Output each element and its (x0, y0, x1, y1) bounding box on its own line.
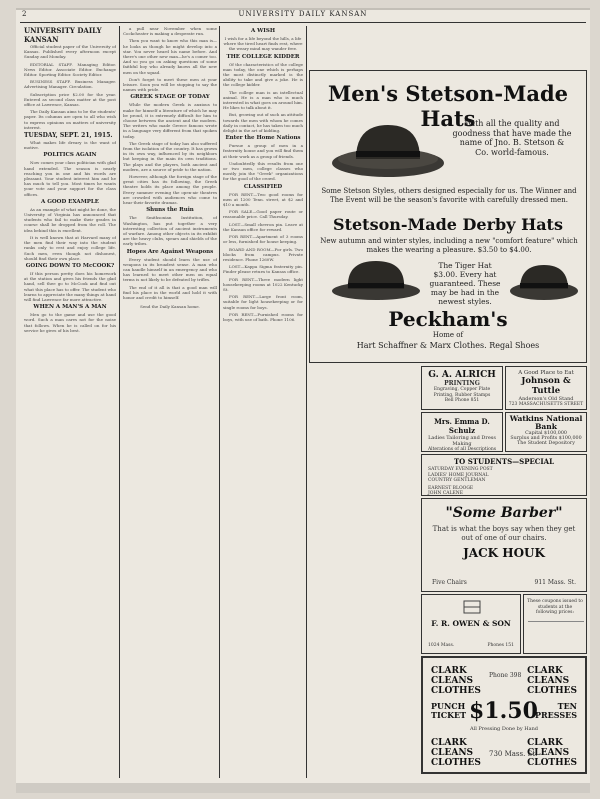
watkins-line-3: The Student Depository (517, 441, 575, 446)
middle-column: a pull near November when some Cockcheater is making a desperate run. Then you want to know who this man is—he looks as though he might develop into a star. You never heard his name before. And there's one other new man—he's a comer too. And so you go on asking questions of some faithful boy who already knows all the new men on the squad. Don't forget to meet these men at your leisure. Soon you will be stopping to say the names with pride. GREEK STAGE OF TODAY While the modern Greek is anxious to make for himself a literature of which he may be proud, it is extremely difficult for him to choose between the ancient and the modern. The writers who made Greece famous wrote in a language very different from that spoken today. The Greek stage of today has also suffered from the isolation of the country. It has grown in its own way, influenced by its neighbors but keeping in the main its own traditions. The plays and the players, both ancient and modern, are a source of pride to the nation. However, although the foreign stage of the great cities has its following, the Greek theatre holds its place among the people. Every summer evening the open-air theatres are crowded with audiences who come to hear their favorite dramas. Shuns the Ruin The Smithsonian Institution, of Washington, has put together a very interesting collection of ancient instruments of warfare. Among other objects in its exhibit are the heavy clubs, spears and shields of the early tribes. Hopes Are Against Weapons Every student should learn the use of weapons in its broadest sense. A man who can handle himself in an emergency and who has learned to meet other men on equal terms is not likely to be defeated by trifles. The end of it all is that a good man will find his place in the world and hold it with honor and credit to himself. Send the Daily Kansan home. (123, 26, 217, 310)
hat-illustration (328, 119, 448, 181)
clothes-word: CLOTHES (431, 758, 481, 768)
article-heading: GREEK STAGE OF TODAY (130, 94, 210, 101)
page-edge (16, 783, 590, 793)
cleans-word: CLEANS (431, 676, 474, 686)
article-heading: Hopes Are Against Weapons (126, 248, 214, 255)
decorative-ornament-icon (462, 599, 482, 615)
newspaper-page (16, 8, 590, 793)
paper-name: UNIVERSITY DAILY KANSAN (24, 26, 102, 44)
students-special-title: TO STUDENTS—SPECIAL (453, 457, 555, 466)
watkins-title: Watkins National Bank (509, 414, 583, 431)
agent-name-1: EARNEST BLOOGE (428, 486, 474, 491)
schulz-title: Mrs. Emma D. Schulz (434, 417, 490, 435)
date-line: TUESDAY, SEPT. 21, 1915. (24, 132, 113, 140)
punch-ticket-label (431, 702, 466, 720)
owen-son-ad (421, 594, 521, 654)
alrich-printing-ad (421, 366, 503, 410)
watkins-line-1: Capital $100,000 (525, 431, 567, 436)
coupons-text: These coupons issued to students at the following prices: (527, 599, 583, 615)
johnson-line-2: 723 MASSACHUSETTS STREET (508, 402, 584, 407)
cleans-word: CLEANS (527, 748, 570, 758)
punch-ticket-price: $1.50 (469, 698, 538, 724)
clark-logo-bottom (431, 738, 481, 768)
johnson-line-1: Anderson's Old Stand (518, 396, 574, 402)
johnson-title: Johnson & Tuttle (521, 376, 571, 396)
alrich-title: G. A. ALRICH (428, 370, 496, 380)
column-rule (119, 26, 120, 778)
ten-word: TEN (557, 701, 577, 711)
clothes-word: CLOTHES (431, 686, 481, 696)
editorial-heading: POLITICS AGAIN (43, 152, 97, 159)
clark-logo-right (527, 666, 577, 696)
watkins-bank-ad (505, 412, 587, 452)
send-kansan-footer: Send the Daily Kansan home. (140, 304, 200, 310)
page-edge (16, 8, 590, 10)
coupons-ad (523, 594, 587, 654)
peckhams-home-of: Home of (432, 331, 464, 339)
masthead-rule (20, 22, 586, 23)
presses-word: PRESSES (534, 710, 577, 720)
editorial-heading: GOING DOWN TO McCOOK? (25, 262, 115, 269)
punch-word: PUNCH (431, 701, 466, 711)
article-heading: THE COLLEGE KIDDER (226, 53, 300, 60)
derby-ad-body: New autumn and winter styles, including a new "comfort feature" which makes the wearing a pleasure. $3.50 to $4.00. (320, 237, 578, 254)
derby-hat-illustration (328, 257, 424, 301)
publication-3: COUNTRY GENTLEMAN (428, 478, 486, 483)
clark-phone: Phone 398 (489, 672, 522, 679)
stetson-ad-title: Men's Stetson-Made Hats (327, 81, 569, 131)
ticket-word: TICKET (431, 710, 467, 720)
publication-2: LADIES' HOME JOURNAL (428, 472, 489, 478)
clark-word: CLARK (431, 666, 467, 676)
editorial-heading: WHEN A MAN'S A MAN (33, 304, 107, 311)
clothes-word: CLOTHES (527, 686, 577, 696)
spacer-icon (470, 113, 471, 114)
watkins-line-2: Surplus and Profits $100,000 (510, 436, 582, 441)
derby-ad-title: Stetson-Made Derby Hats (333, 215, 563, 234)
clark-cleaners-ad (421, 656, 587, 774)
alrich-line-2: Engraving, Copper Plate Printing, Rubber Stamps (433, 387, 491, 398)
stetson-ad-body-2: Some Stetson Styles, others designed especially for us. The Winner and The Event will be the season's favorite with carefully dressed men. (321, 187, 577, 204)
ten-presses-label (535, 702, 577, 720)
schulz-line-1: Ladies Tailoring and Dress Making (428, 435, 496, 447)
clark-word: CLARK (527, 738, 563, 748)
editorial-heading: A GOOD EXAMPLE (41, 198, 99, 205)
article-heading: Shuns the Ruin (146, 207, 194, 214)
masthead-title: UNIVERSITY DAILY KANSAN (238, 10, 368, 18)
barber-address: 911 Mass. St. (534, 579, 576, 586)
tiger-hat-illustration (506, 259, 582, 303)
clark-word: CLARK (527, 666, 563, 676)
alrich-line-3: Bell Phone 851 (444, 398, 480, 403)
article-heading: Enter the Home Nations (225, 135, 301, 142)
some-barber-ad (421, 498, 587, 592)
cleans-word: CLEANS (431, 748, 474, 758)
agent-name-2: JOHN CALENE (428, 491, 463, 496)
coupon-prices (528, 621, 584, 650)
johnson-tuttle-ad (505, 366, 587, 410)
schulz-line-2: Alterations of all Descriptions (427, 447, 497, 452)
poem-heading: A WISH (250, 28, 276, 34)
clark-word: CLARK (431, 738, 467, 748)
owen-phone: Phones 151 (487, 643, 514, 648)
students-special-ad (421, 454, 587, 496)
cleans-word: CLEANS (527, 676, 570, 686)
clark-address: 730 Mass. St. (489, 750, 538, 758)
page-number: 2 (22, 10, 28, 18)
peckhams-brands: Hart Schaffner & Marx Clothes. Regal Shoes (356, 341, 540, 350)
clothes-word: CLOTHES (527, 758, 577, 768)
column-rule (219, 26, 220, 778)
left-column: UNIVERSITY DAILY KANSAN Official student paper of the University of Kansas. Published every afternoon except Sunday and Monday. EDITORIAL STAFF. Managing Editor. News Editor. Associate Editor. Exchange Editor. Sporting Editor. Society Editor. BUSINESS STAFF. Business Manager. Advertising Manager. Circulation. Subscription price $2.00 for the year. Entered as second class matter at the post office at Lawrence, Kansas. The Daily Kansan aims to be the students' paper. Its columns are open to all who wish to express opinions on matters of university interest. TUESDAY, SEPT. 21, 1915. What makes life dreary is the want of motive. POLITICS AGAIN Now comes your class politician with glad hand extended. The season is nearly reaching you in one and his words are pleasant. Your student interest him and he has much to tell you. Most times he wants your vote and your support for the class offices. A GOOD EXAMPLE As an example of what might be done, the University of Virginia has announced that students who fail to make their grades in course shall be dropped from the roll. The idea behind this is excellent. It is well known that at Harvard many of the men find their way into the student ranks only to rest and enjoy college life. Such men, even though not dishonest, should find their own place. GOING DOWN TO McCOOK? If this person pretty does his homework at the station and gives his friends the glad hand, sell thee go to McCook and find out what this place has to offer. The student who learns to appreciate the many things at hand will find Lawrence far more attractive. WHEN A MAN'S A MAN Men go to the game and use the good word. Such a man cares not for the noise that follows. When he is called on for his service he gives of his best. (24, 26, 116, 333)
owen-title: F. R. OWEN & SON (431, 619, 511, 628)
right-text-column: A WISH I wish for a life beyond the hills, a life where the tired heart finds rest, where the weary mind may wander free. THE COLLEGE KIDDER Of the characteristics of the college man today, the one which is perhaps the most distinctly marked is the ability to take and give a joke. He is the college kidder. The college man is an intellectual animal. He is a man who is much interested in what goes on around him. He likes to talk about it. But, growing out of such an attitude towards the men with whom he comes daily in contact, he has taken too much delight in the art of kidding. Enter the Home Nations Pursue a group of men in a fraternity house and you will find them at their work as a group of friends. Undoubtedly this results from one or two men, college classes who mostly join the "Greek" organizations for the good of the crowd. CLASSIFIED FOR RENT—Two good rooms for men at 1200 Tenn. street, at $2 and $10 a month. FOR SALE—Good paper route or reasonable price. Call Thursday. LOST—Small chevron pin. Leave at the Kansan office for reward. FOR RENT—Apartment of 3 rooms or less, furnished for house keeping. BOARD AND ROOM—For girls. Two blocks from campus. Private residence. Phone 1260W. LOST—Kappa Sigma fraternity pin. Finder please return to Kansas office. FOR RENT—Three modern light housekeeping rooms at 1022 Kentucky St. FOR RENT—Large front room, suitable for light housekeeping or for single rooms for boys. FOR RENT—Furnished rooms for boys, with use of bath. Phone 1106. (223, 28, 303, 322)
stetson-ad-body: With all the quality and goodness that have made the name of Jno. B. Stetson & Co. world-famous. (452, 119, 572, 157)
clark-footer: All Pressing Done by Hand (469, 726, 539, 732)
publication-1: SATURDAY EVENING POST (428, 467, 493, 472)
barber-title: "Some Barber" (445, 505, 563, 521)
masthead (16, 8, 590, 22)
clark-logo-left (431, 666, 481, 696)
johnson-top: A Good Place to Eat (518, 370, 574, 376)
tiger-hat-text: The Tiger Hat $3.00. Every hat guaranteed. These may be had in the newest styles. (429, 261, 501, 306)
barber-name: JACK HOUK (463, 546, 545, 560)
stetson-hats-ad (309, 70, 587, 363)
column-rule (306, 26, 307, 778)
barber-chairs: Five Chairs (432, 579, 467, 586)
owen-address: 1024 Mass. (428, 643, 455, 648)
barber-line-1: That is what the boys say when they get out of one of our chairs. (432, 525, 576, 542)
classified-heading: CLASSIFIED (243, 183, 283, 190)
schulz-tailoring-ad (421, 412, 503, 452)
alrich-line-1: PRINTING (444, 380, 480, 387)
clark-logo-bottom-right (527, 738, 577, 768)
peckhams-name: Peckham's (388, 307, 508, 331)
